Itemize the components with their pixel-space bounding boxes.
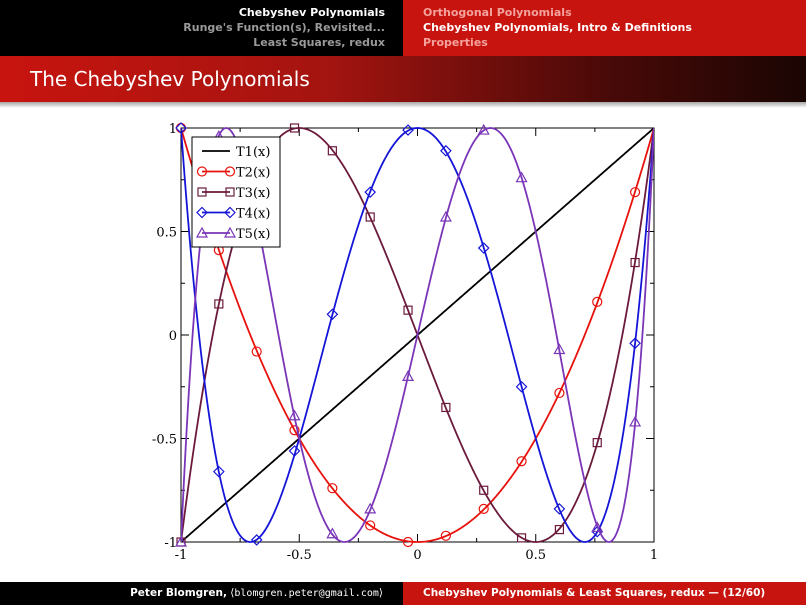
nav-section-runge[interactable]: Runge's Function(s), Revisited... bbox=[183, 21, 385, 34]
x-tick-label: -0.5 bbox=[286, 548, 312, 563]
nav-section-chebyshev[interactable]: Chebyshev Polynomials bbox=[238, 6, 385, 19]
x-tick-label: 1 bbox=[649, 548, 659, 563]
slide-title: The Chebyshev Polynomials bbox=[30, 67, 310, 91]
x-tick-label: 0 bbox=[413, 548, 422, 563]
chebyshev-chart bbox=[0, 102, 806, 582]
nav-section-least-squares[interactable]: Least Squares, redux bbox=[253, 36, 385, 49]
nav-subsections bbox=[403, 0, 806, 56]
email-open-bracket: ⟨ bbox=[230, 587, 235, 599]
chart-area bbox=[0, 102, 806, 582]
nav-subsection-intro[interactable]: Chebyshev Polynomials, Intro & Definitions bbox=[423, 21, 692, 34]
talk-title: Chebyshev Polynomials & Least Squares, redux bbox=[423, 587, 705, 599]
email-close-bracket: ⟩ bbox=[378, 587, 383, 599]
y-tick-label: -0.5 bbox=[151, 432, 177, 448]
legend-label: T3(x) bbox=[236, 186, 271, 201]
title-bar bbox=[0, 56, 806, 102]
footer bbox=[0, 582, 806, 605]
legend-label: T2(x) bbox=[236, 165, 271, 181]
nav-subsection-properties[interactable]: Properties bbox=[423, 36, 488, 49]
nav-subsection-orthogonal[interactable]: Orthogonal Polynomials bbox=[423, 6, 572, 19]
legend-label: T5(x) bbox=[236, 227, 271, 242]
y-tick-label: 1 bbox=[168, 122, 177, 137]
y-tick-label: 0 bbox=[168, 329, 177, 344]
footer-author bbox=[0, 582, 403, 605]
top-navigation bbox=[0, 0, 806, 56]
nav-sections bbox=[0, 0, 403, 56]
x-tick-label: -1 bbox=[174, 548, 188, 563]
footer-talk bbox=[403, 582, 806, 605]
y-tick-label: 0.5 bbox=[156, 225, 177, 241]
x-tick-label: 0.5 bbox=[525, 548, 547, 563]
legend-label: T1(x) bbox=[236, 145, 271, 160]
legend-label: T4(x) bbox=[236, 206, 271, 222]
page-number: — (12/60) bbox=[708, 587, 766, 599]
y-tick-label: -1 bbox=[164, 536, 177, 551]
author-name: Peter Blomgren, bbox=[130, 587, 227, 599]
author-email[interactable]: blomgren.peter@gmail.com bbox=[234, 588, 379, 599]
